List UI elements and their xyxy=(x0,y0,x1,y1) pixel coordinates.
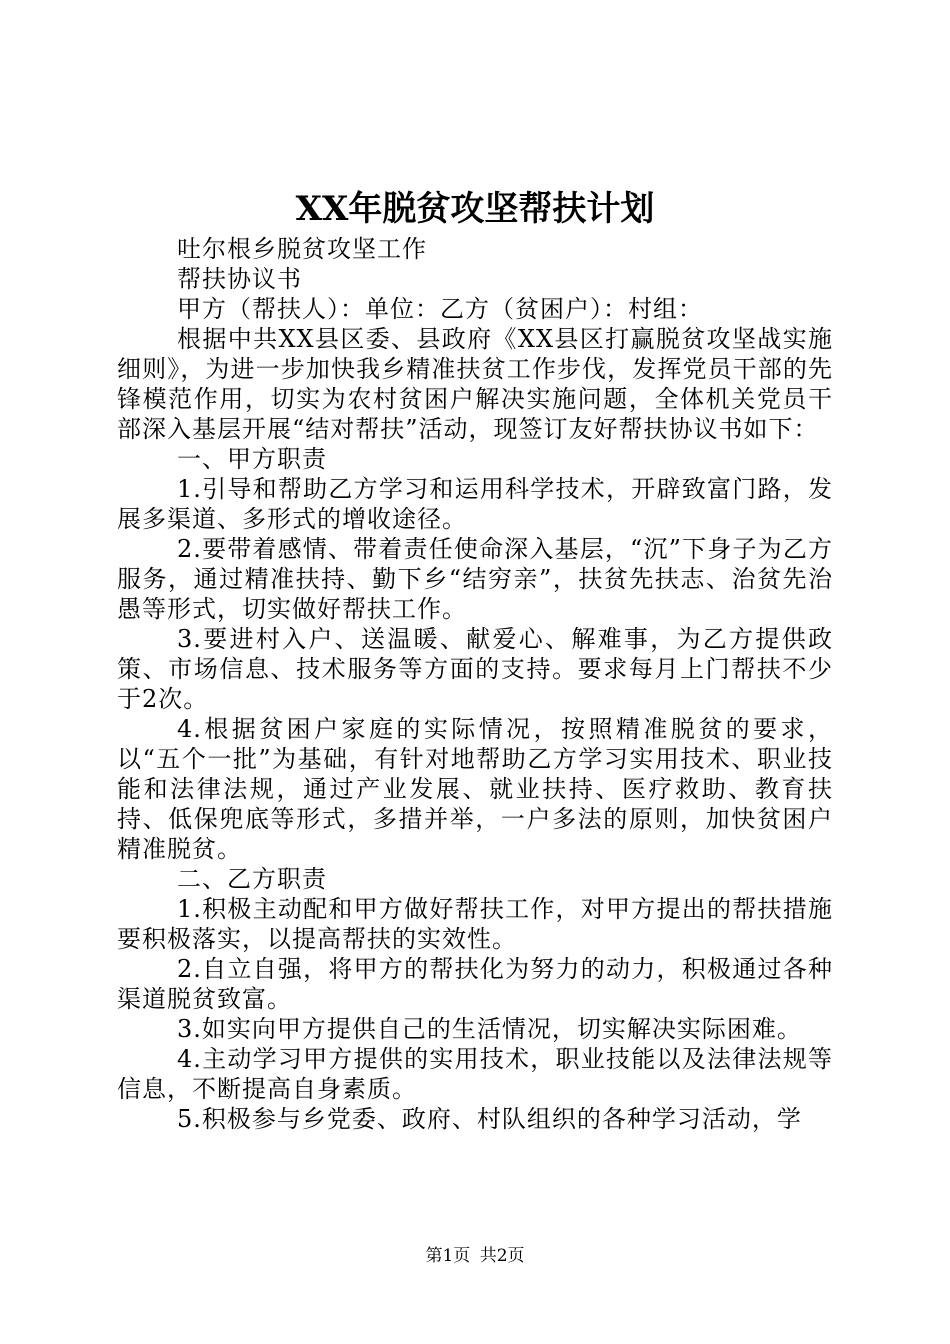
document-body xyxy=(117,234,833,1134)
section-heading-2: 二、乙方职责 xyxy=(177,865,327,893)
paragraph-1: 吐尔根乡脱贫攻坚工作 xyxy=(177,235,427,263)
paragraph-9: 4.根据贫困户家庭的实际情况，按照精准脱贫的要求，以“五个一批”为基础，有针对地帮助乙方学习实用技术、职业技能和法律法规，通过产业发展、就业扶持、医疗救助、教育扶持、低保兜底等形式，多措并举，一户多法的原则，加快贫困户精准脱贫。 xyxy=(117,715,833,863)
paragraph-7: 2.要带着感情、带着责任使命深入基层，“沉”下身子为乙方服务，通过精准扶持、勤下乡“结穷亲”，扶贫先扶志、治贫先治愚等形式，切实做好帮扶工作。 xyxy=(117,535,833,623)
page-footer xyxy=(0,1244,950,1268)
page-total: 共2页 xyxy=(479,1246,525,1266)
paragraph-11: 1.积极主动配和甲方做好帮扶工作，对甲方提出的帮扶措施要积极落实，以提高帮扶的实效性。 xyxy=(117,895,833,953)
paragraph-12: 2.自立自强，将甲方的帮扶化为努力的动力，积极通过各种渠道脱贫致富。 xyxy=(117,955,833,1013)
paragraph-14: 4.主动学习甲方提供的实用技术，职业技能以及法律法规等信息，不断提高自身素质。 xyxy=(117,1045,833,1103)
paragraph-15: 5.积极参与乡党委、政府、村队组织的各种学习活动，学 xyxy=(177,1105,802,1133)
document-title: XX年脱贫攻坚帮扶计划 xyxy=(295,189,655,229)
paragraph-6: 1.引导和帮助乙方学习和运用科学技术，开辟致富门路，发展多渠道、多形式的增收途径。 xyxy=(117,475,833,533)
paragraph-2: 帮扶协议书 xyxy=(177,265,302,293)
paragraph-3: 甲方（帮扶人）：单位：乙方（贫困户）：村组： xyxy=(177,295,703,323)
page-number: 第1页 xyxy=(425,1246,471,1266)
section-heading-1: 一、甲方职责 xyxy=(177,445,327,473)
paragraph-4: 根据中共XX县区委、县政府《XX县区打赢脱贫攻坚战实施细则》，为进一步加快我乡精准扶贫工作步伐，发挥党员干部的先锋模范作用，切实为农村贫困户解决实施问题，全体机关党员干部深入基层开展“结对帮扶”活动，现签订友好帮扶协议书如下： xyxy=(117,325,833,443)
paragraph-8: 3.要进村入户、送温暖、献爱心、解难事，为乙方提供政策、市场信息、技术服务等方面的支持。要求每月上门帮扶不少于2次。 xyxy=(117,625,833,713)
paragraph-13: 3.如实向甲方提供自己的生活情况，切实解决实际困难。 xyxy=(177,1015,802,1043)
